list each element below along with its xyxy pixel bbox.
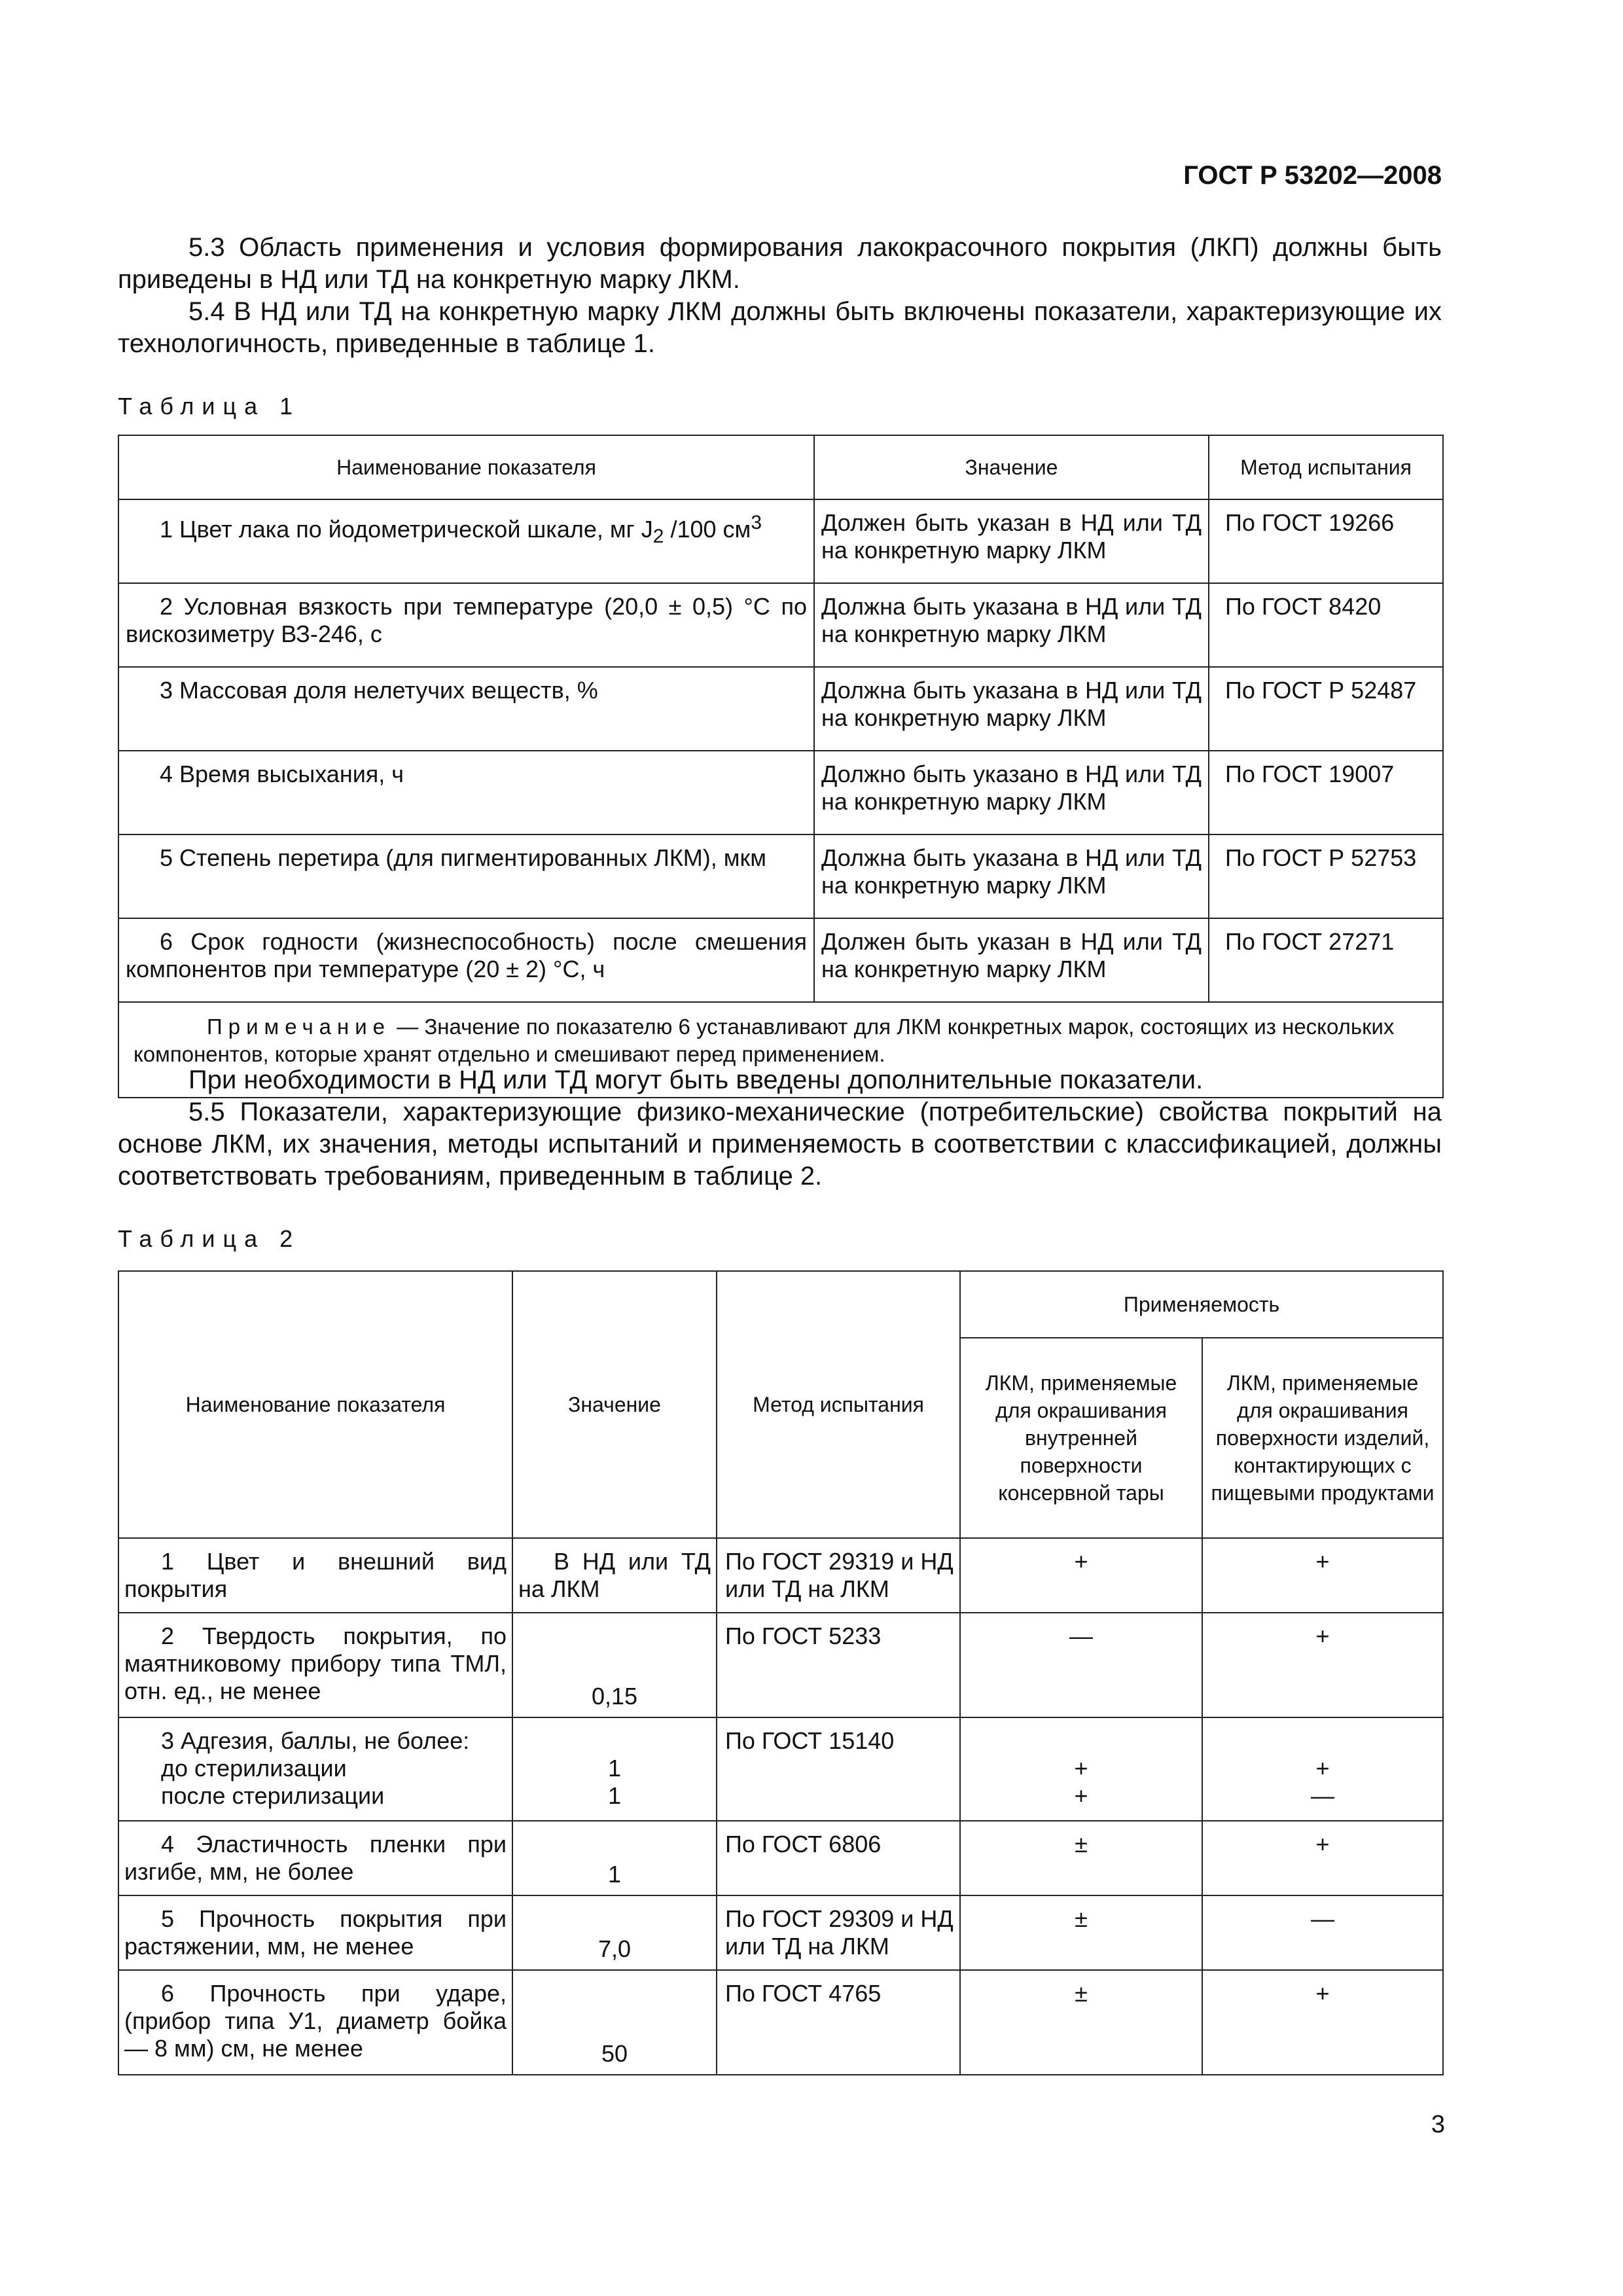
- value-cell: Должен быть указан в НД или ТД на конкретную марку ЛКМ: [814, 918, 1209, 1002]
- value-cell: 7,0: [512, 1895, 717, 1970]
- header-cell: Наименование показателя: [118, 1271, 512, 1538]
- value-cell: Должна быть указана в НД или ТД на конкретную марку ЛКМ: [814, 834, 1209, 918]
- applicability-cell: +: [1202, 1613, 1443, 1717]
- applicability-cell: —: [1202, 1895, 1443, 1970]
- method-cell: По ГОСТ Р 52753: [1209, 834, 1443, 918]
- header-cell: Значение: [512, 1271, 717, 1538]
- indicator-cell: 6 Срок годности (жизнеспособность) после смешения компонентов при температуре (20 ± 2) °С, ч: [118, 918, 814, 1002]
- method-cell: По ГОСТ 29319 и НД или ТД на ЛКМ: [717, 1538, 960, 1613]
- indicator-cell: 3 Массовая доля нелетучих веществ, %: [118, 667, 814, 751]
- applicability-cell: +: [1202, 1821, 1443, 1895]
- indicator-cell: 4 Время высыхания, ч: [118, 751, 814, 834]
- applicability-cell: ±: [960, 1821, 1202, 1895]
- table-header-row: [118, 1271, 1443, 1338]
- applicability-cell: +: [960, 1538, 1202, 1613]
- method-cell: По ГОСТ 4765: [717, 1970, 960, 2075]
- header-cell: ЛКМ, применяемые для окрашивания поверхности изделий, контактирующих с пищевыми продуктами: [1202, 1338, 1443, 1538]
- table-header-row: [118, 435, 1443, 499]
- method-cell: По ГОСТ 19007: [1209, 751, 1443, 834]
- header-cell: Применяемость: [960, 1271, 1443, 1338]
- applicability-cell: ±: [960, 1970, 1202, 2075]
- indicator-cell: 2 Твердость покрытия, по маятниковому прибору типа ТМЛ, отн. ед., не менее: [118, 1613, 512, 1717]
- paragraph-additional: При необходимости в НД или ТД могут быть введены дополнительные показатели.: [188, 1066, 1204, 1094]
- indicator-cell: 1 Цвет лака по йодометрической шкале, мг $J_2$ /100 $см^3$: [118, 499, 814, 583]
- applicability-cell: + —: [1202, 1717, 1443, 1821]
- value-cell: 1: [512, 1821, 717, 1895]
- indicator-cell: 2 Условная вязкость при температуре (20,0 ± 0,5) °С по вискозиметру ВЗ-246, с: [118, 583, 814, 667]
- indicator-cell: 4 Эластичность пленки при изгибе, мм, не более: [118, 1821, 512, 1895]
- indicator-cell: 5 Степень перетира (для пигментированных ЛКМ), мкм: [118, 834, 814, 918]
- value-cell: 50: [512, 1970, 717, 2075]
- header-cell: Метод испытания: [1209, 435, 1443, 499]
- table-row: [118, 1970, 1443, 2075]
- method-cell: По ГОСТ 5233: [717, 1613, 960, 1717]
- value-cell: 0,15: [512, 1613, 717, 1717]
- method-cell: По ГОСТ 19266: [1209, 499, 1443, 583]
- value-cell: Должна быть указана в НД или ТД на конкретную марку ЛКМ: [814, 583, 1209, 667]
- value-cell: В НД или ТД на ЛКМ: [512, 1538, 717, 1613]
- table-row: [118, 1895, 1443, 1970]
- table-row: [118, 1717, 1443, 1821]
- value-cell: 1 1: [512, 1717, 717, 1821]
- table1-label: Таблица 1: [118, 393, 301, 420]
- header-cell: Метод испытания: [717, 1271, 960, 1538]
- page-number: 3: [1431, 2111, 1445, 2138]
- table-row: [118, 583, 1443, 667]
- indicator-cell: 5 Прочность покрытия при растяжении, мм, не менее: [118, 1895, 512, 1970]
- method-cell: По ГОСТ 27271: [1209, 918, 1443, 1002]
- table-1: [118, 435, 1444, 1098]
- method-cell: По ГОСТ 29309 и НД или ТД на ЛКМ: [717, 1895, 960, 1970]
- indicator-cell: 6 Прочность при ударе, (прибор типа У1, диаметр бойка — 8 мм) см, не менее: [118, 1970, 512, 2075]
- table-row: [118, 1538, 1443, 1613]
- header-cell: Значение: [814, 435, 1209, 499]
- paragraph-5-5: 5.5 Показатели, характеризующие физико-механические (потребительские) свойства покрытий на основе ЛКМ, их значения, методы испытаний и применяемость в соответствии с классификацией, должны соответствовать требованиям, приведенным в таблице 2.: [118, 1098, 1442, 1191]
- method-cell: По ГОСТ 15140: [717, 1717, 960, 1821]
- method-cell: По ГОСТ 6806: [717, 1821, 960, 1895]
- table-2: [118, 1270, 1444, 2075]
- applicability-cell: + +: [960, 1717, 1202, 1821]
- table-row: [118, 751, 1443, 834]
- applicability-cell: —: [960, 1613, 1202, 1717]
- method-cell: По ГОСТ 8420: [1209, 583, 1443, 667]
- applicability-cell: ±: [960, 1895, 1202, 1970]
- table-row: [118, 834, 1443, 918]
- table2-label: Таблица 2: [118, 1225, 301, 1252]
- table-row: [118, 1613, 1443, 1717]
- table-row: [118, 499, 1443, 583]
- applicability-cell: +: [1202, 1538, 1443, 1613]
- value-cell: Должно быть указано в НД или ТД на конкретную марку ЛКМ: [814, 751, 1209, 834]
- paragraph-5-4: 5.4 В НД или ТД на конкретную марку ЛКМ должны быть включены показатели, характеризующие их технологичность, приведенные в таблице 1.: [118, 297, 1442, 358]
- applicability-cell: +: [1202, 1970, 1443, 2075]
- header-cell: Наименование показателя: [118, 435, 814, 499]
- table-note: Примечание — Значение по показателю 6 устанавливают для ЛКМ конкретных марок, состоящих из нескольких компонентов, которые хранят отдельно и смешивают перед применением.: [118, 1002, 1443, 1098]
- value-cell: Должна быть указана в НД или ТД на конкретную марку ЛКМ: [814, 667, 1209, 751]
- indicator-cell: 1 Цвет и внешний вид покрытия: [118, 1538, 512, 1613]
- header-cell: ЛКМ, применяемые для окрашивания внутренней поверхности консервной тары: [960, 1338, 1202, 1538]
- table-row: [118, 1821, 1443, 1895]
- table-row: [118, 667, 1443, 751]
- method-cell: По ГОСТ Р 52487: [1209, 667, 1443, 751]
- document-header: ГОСТ Р 53202—2008: [1183, 161, 1442, 190]
- value-cell: Должен быть указан в НД или ТД на конкретную марку ЛКМ: [814, 499, 1209, 583]
- indicator-cell: 3 Адгезия, баллы, не более: до стерилизации после стерилизации: [118, 1717, 512, 1821]
- table-row: [118, 918, 1443, 1002]
- paragraph-5-3: 5.3 Область применения и условия формирования лакокрасочного покрытия (ЛКП) должны быть приведены в НД или ТД на конкретную марку ЛКМ.: [118, 233, 1442, 294]
